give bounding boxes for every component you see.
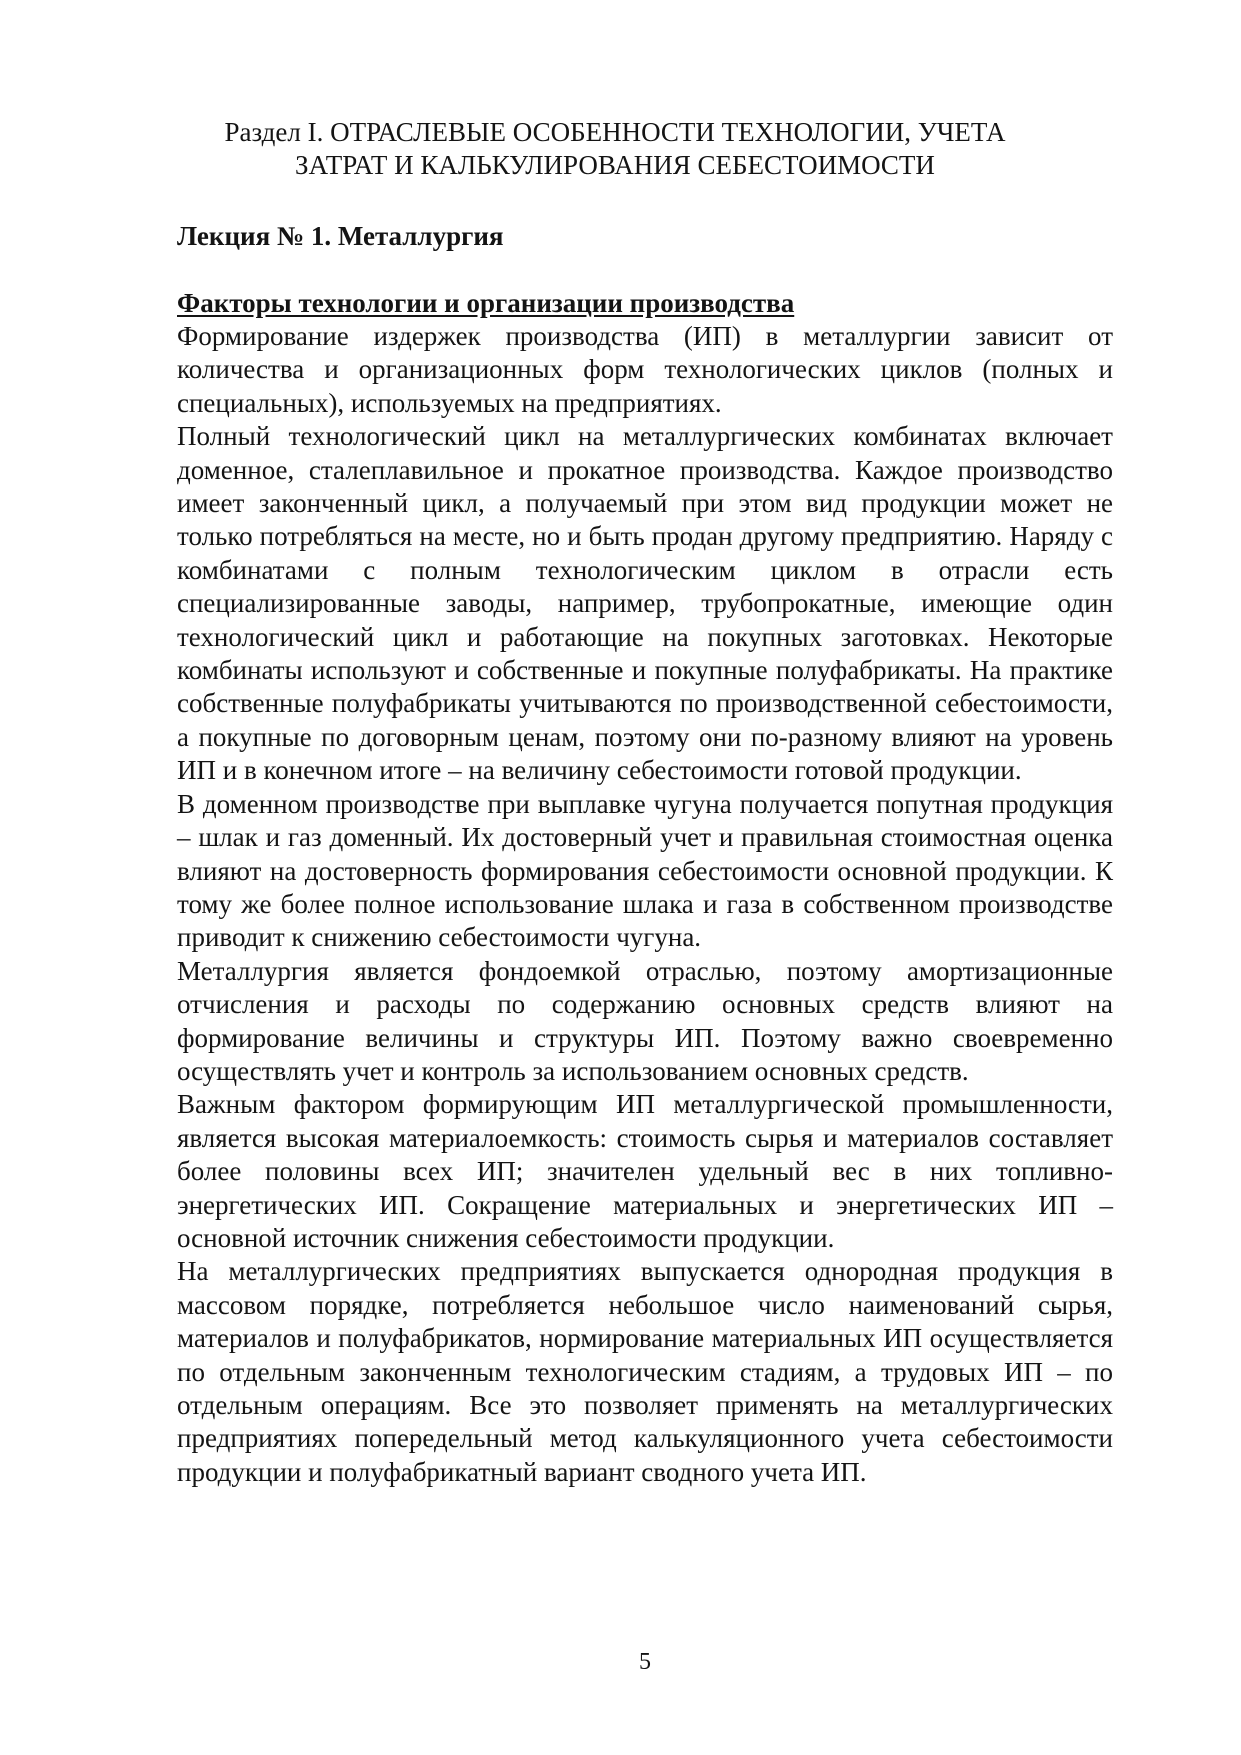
- paragraph: Металлургия является фондоемкой отраслью, поэтому амортизационные отчисления и расходы по содержанию основных средств влияют на формирование величины и структуры ИП. Поэтому важно своевременно осуществлять учет и контроль за использованием основных средств.: [177, 955, 1113, 1086]
- subheading: Факторы технологии и организации производства: [177, 288, 795, 318]
- lecture-title: Лекция № 1. Металлургия: [177, 221, 504, 251]
- section-title-line-2: ЗАТРАТ И КАЛЬКУЛИРОВАНИЯ СЕБЕСТОИМОСТИ: [295, 150, 935, 180]
- section-title-line-1: Раздел I. ОТРАСЛЕВЫЕ ОСОБЕННОСТИ ТЕХНОЛОГИИ, УЧЕТА: [224, 117, 1006, 147]
- page-number: 5: [639, 1649, 651, 1675]
- paragraph: На металлургических предприятиях выпускается однородная продукция в массовом порядке, потребляется небольшое число наименований сырья, материалов и полуфабрикатов, нормирование материальных ИП осуществляется по отдельным законченным технологическим стадиям, а трудовых ИП – по отдельным операциям. Все это позволяет применять на металлургических предприятиях попередельный метод калькуляционного учета себестоимости продукции и полуфабрикатный вариант сводного учета ИП.: [177, 1256, 1113, 1487]
- paragraph: Важным фактором формирующим ИП металлургической промышленности, является высокая материалоемкость: стоимость сырья и материалов составляет более половины всех ИП; значителен удельный вес в них топливно-энергетических ИП. Сокращение материальных и энергетических ИП – основной источник снижения себестоимости продукции.: [177, 1089, 1113, 1253]
- paragraph: Формирование издержек производства (ИП) в металлургии зависит от количества и организационных форм технологических циклов (полных и специальных), используемых на предприятиях.: [177, 321, 1113, 418]
- body-text: [177, 320, 1113, 1489]
- section-title: [160, 116, 1070, 182]
- paragraph: Полный технологический цикл на металлургических комбинатах включает доменное, сталеплавильное и прокатное производства. Каждое производство имеет законченный цикл, а получаемый при этом вид продукции может не только потребляться на месте, но и быть продан другому предприятию. Наряду с комбинатами с полным технологическим циклом в отрасли есть специализированные заводы, например, трубопрокатные, имеющие один технологический цикл и работающие на покупных заготовках. Некоторые комбинаты используют и собственные и покупные полуфабрикаты. На практике собственные полуфабрикаты учитываются по производственной себестоимости, а покупные по договорным ценам, поэтому они по-разному влияют на уровень ИП и в конечном итоге – на величину себестоимости готовой продукции.: [177, 421, 1113, 786]
- paragraph: В доменном производстве при выплавке чугуна получается попутная продукция – шлак и газ доменный. Их достоверный учет и правильная стоимостная оценка влияют на достоверность формирования себестоимости основной продукции. К тому же более полное использование шлака и газа в собственном производстве приводит к снижению себестоимости чугуна.: [177, 788, 1113, 953]
